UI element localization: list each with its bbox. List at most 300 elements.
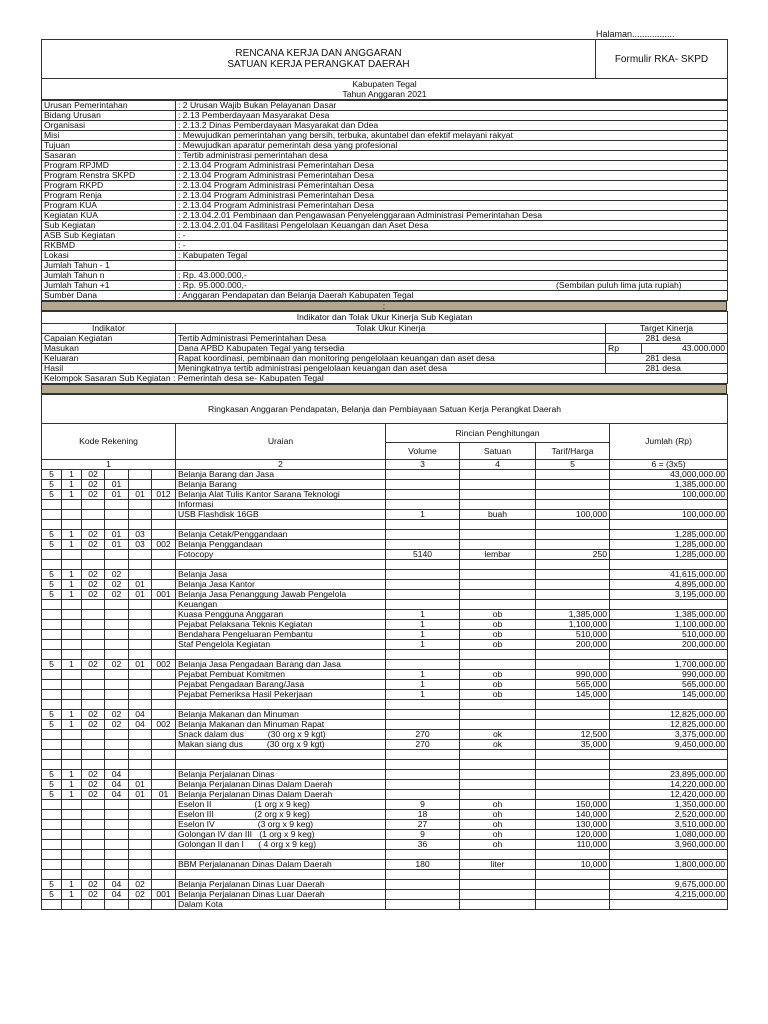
- kode-segment: [152, 870, 176, 880]
- uraian-cell: Pejabat Pemeriksa Hasil Pekerjaan: [176, 690, 386, 700]
- tarif-cell: [536, 870, 610, 880]
- budget-row: [42, 660, 728, 670]
- target-unit: [606, 334, 642, 344]
- jumlah-cell: [610, 870, 728, 880]
- kode-segment: 02: [82, 770, 105, 780]
- kode-segment: [105, 900, 129, 910]
- volume-cell: [386, 560, 460, 570]
- kode-segment: 1: [62, 490, 82, 500]
- tarif-cell: [536, 500, 610, 510]
- kode-segment: [62, 600, 82, 610]
- kode-segment: [152, 850, 176, 860]
- info-value: [176, 171, 728, 181]
- info-label: Organisasi: [42, 121, 176, 131]
- info-row: [42, 171, 728, 181]
- info-row: [42, 241, 728, 251]
- jumlah-cell: 2,520,000.00: [610, 810, 728, 820]
- kode-segment: 04: [105, 780, 129, 790]
- tarif-cell: 35,000: [536, 740, 610, 750]
- info-value: [176, 181, 728, 191]
- info-row: [42, 201, 728, 211]
- kode-segment: 5: [42, 540, 62, 550]
- col-tarif: Tarif/Harga: [536, 443, 610, 460]
- info-label: Program Renja: [42, 191, 176, 201]
- tarif-cell: 10,000: [536, 860, 610, 870]
- kode-segment: [82, 670, 105, 680]
- kode-segment: 02: [105, 660, 129, 670]
- kode-segment: [62, 690, 82, 700]
- kode-segment: [62, 620, 82, 630]
- kode-segment: [62, 900, 82, 910]
- info-row: [42, 291, 728, 301]
- kode-segment: [62, 500, 82, 510]
- jumlah-cell: 145,000.00: [610, 690, 728, 700]
- kode-segment: [82, 630, 105, 640]
- info-label: Bidang Urusan: [42, 111, 176, 121]
- tolak-ukur: Dana APBD Kabupaten Tegal yang tersedia: [176, 344, 606, 354]
- budget-row: [42, 680, 728, 690]
- kode-segment: 02: [105, 590, 129, 600]
- jumlah-cell: 1,385,000.00: [610, 480, 728, 490]
- info-row: [42, 231, 728, 241]
- gray-separator-2: [41, 384, 727, 394]
- volume-cell: 270: [386, 730, 460, 740]
- kode-segment: 5: [42, 570, 62, 580]
- kode-segment: [129, 640, 152, 650]
- info-row: [42, 131, 728, 141]
- satuan-cell: [460, 660, 536, 670]
- gray-separator-1: [41, 301, 727, 311]
- uraian-cell: Belanja Makanan dan Minuman Rapat: [176, 720, 386, 730]
- jumlah-cell: 1,385,000.00: [610, 610, 728, 620]
- jumlah-cell: 4,215,000.00: [610, 890, 728, 900]
- tarif-cell: [536, 570, 610, 580]
- uraian-cell: Belanja Jasa Penanggung Jawab Pengelola: [176, 590, 386, 600]
- col-volume: Volume: [386, 443, 460, 460]
- kode-segment: [152, 630, 176, 640]
- kode-segment: [105, 870, 129, 880]
- budget-row: [42, 710, 728, 720]
- kode-segment: 01: [129, 660, 152, 670]
- info-label: Tujuan: [42, 141, 176, 151]
- jumlah-cell: [610, 850, 728, 860]
- info-row: [42, 261, 728, 271]
- kode-segment: [105, 690, 129, 700]
- kode-segment: [62, 850, 82, 860]
- budget-row: [42, 500, 728, 510]
- kode-segment: 01: [129, 490, 152, 500]
- kode-segment: [82, 610, 105, 620]
- budget-row: [42, 510, 728, 520]
- uraian-cell: Belanja Jasa Pengadaan Barang dan Jasa: [176, 660, 386, 670]
- kode-segment: [82, 850, 105, 860]
- kode-segment: [152, 650, 176, 660]
- kode-segment: 1: [62, 590, 82, 600]
- uraian-cell: Fotocopy: [176, 550, 386, 560]
- tarif-cell: [536, 480, 610, 490]
- page-number-label: Halaman.................: [596, 29, 675, 39]
- satuan-cell: [460, 600, 536, 610]
- budget-row: [42, 640, 728, 650]
- kode-segment: [42, 740, 62, 750]
- tarif-cell: [536, 890, 610, 900]
- uraian-cell: [176, 850, 386, 860]
- budget-row: [42, 790, 728, 800]
- tarif-cell: 565,000: [536, 680, 610, 690]
- volume-cell: [386, 470, 460, 480]
- satuan-cell: [460, 880, 536, 890]
- indikator-name: Keluaran: [42, 354, 176, 364]
- col-indikator: Indikator: [42, 324, 176, 334]
- kode-segment: [62, 520, 82, 530]
- kode-segment: 1: [62, 580, 82, 590]
- info-row: [42, 251, 728, 261]
- uraian-cell: [176, 650, 386, 660]
- kode-segment: [129, 510, 152, 520]
- info-value-text: : Anggaran Pendapatan dan Belanja Daerah Kabupaten Tegal: [178, 290, 414, 300]
- title-line-2: SATUAN KERJA PERANGKAT DAERAH: [227, 59, 410, 70]
- uraian-cell: Belanja Perjalanan Dinas Luar Daerah: [176, 890, 386, 900]
- indikator-name: Masukan: [42, 344, 176, 354]
- kode-segment: [42, 860, 62, 870]
- info-row: [42, 141, 728, 151]
- satuan-cell: liter: [460, 860, 536, 870]
- kode-segment: [105, 800, 129, 810]
- kode-segment: [82, 870, 105, 880]
- kode-segment: [129, 680, 152, 690]
- budget-row: [42, 900, 728, 910]
- volume-cell: [386, 870, 460, 880]
- budget-row: [42, 840, 728, 850]
- kode-segment: 03: [129, 540, 152, 550]
- volume-cell: [386, 760, 460, 770]
- uraian-cell: Belanja Barang dan Jasa: [176, 470, 386, 480]
- satuan-cell: oh: [460, 830, 536, 840]
- info-value: [176, 201, 728, 211]
- info-value-text: : -: [178, 240, 186, 250]
- tarif-cell: [536, 900, 610, 910]
- info-row: [42, 151, 728, 161]
- kode-segment: [152, 840, 176, 850]
- budget-row: [42, 800, 728, 810]
- tarif-cell: [536, 650, 610, 660]
- uraian-cell: Belanja Alat Tulis Kantor Sarana Teknologi: [176, 490, 386, 500]
- uraian-cell: Golongan IV dan III (1 org x 9 keg): [176, 830, 386, 840]
- uraian-cell: Eselon II (1 org x 9 keg): [176, 800, 386, 810]
- budget-row: [42, 830, 728, 840]
- ringkasan-title: Ringkasan Anggaran Pendapatan, Belanja dan Pembiayaan Satuan Kerja Perangkat Daerah: [42, 395, 728, 424]
- kode-segment: [42, 840, 62, 850]
- tarif-cell: [536, 880, 610, 890]
- tarif-cell: [536, 560, 610, 570]
- kode-segment: 5: [42, 470, 62, 480]
- satuan-cell: [460, 590, 536, 600]
- info-value-text: : Kabupaten Tegal: [178, 250, 248, 260]
- jumlah-cell: 3,195,000.00: [610, 590, 728, 600]
- volume-cell: 1: [386, 610, 460, 620]
- uraian-cell: Belanja Jasa: [176, 570, 386, 580]
- kode-segment: [152, 670, 176, 680]
- jumlah-cell: 1,285,000.00: [610, 550, 728, 560]
- uraian-cell: [176, 700, 386, 710]
- kode-segment: [42, 640, 62, 650]
- satuan-cell: [460, 900, 536, 910]
- kode-segment: [152, 710, 176, 720]
- kode-segment: [62, 640, 82, 650]
- satuan-cell: [460, 700, 536, 710]
- kode-segment: [152, 680, 176, 690]
- kode-segment: [152, 570, 176, 580]
- jumlah-cell: [610, 900, 728, 910]
- kode-segment: [105, 740, 129, 750]
- tarif-cell: [536, 780, 610, 790]
- jumlah-cell: [610, 700, 728, 710]
- indikator-title: Indikator dan Tolak Ukur Kinerja Sub Kegiatan: [42, 312, 728, 324]
- kode-segment: [105, 860, 129, 870]
- kode-segment: [129, 900, 152, 910]
- kode-segment: [129, 850, 152, 860]
- budget-row: [42, 690, 728, 700]
- volume-cell: 1: [386, 630, 460, 640]
- formulir-label: Formulir RKA- SKPD: [596, 40, 728, 79]
- kode-segment: 02: [105, 710, 129, 720]
- budget-row: [42, 530, 728, 540]
- target-value: 43.000.000: [642, 344, 728, 354]
- budget-row: [42, 880, 728, 890]
- kode-segment: [62, 760, 82, 770]
- satuan-cell: [460, 560, 536, 570]
- volume-cell: 18: [386, 810, 460, 820]
- jumlah-cell: [610, 500, 728, 510]
- satuan-cell: [460, 760, 536, 770]
- kode-segment: [129, 750, 152, 760]
- volume-cell: [386, 890, 460, 900]
- info-value: [176, 291, 728, 301]
- kode-segment: [152, 880, 176, 890]
- volume-cell: [386, 900, 460, 910]
- volume-cell: [386, 660, 460, 670]
- tarif-cell: [536, 540, 610, 550]
- kode-segment: [82, 700, 105, 710]
- satuan-cell: ob: [460, 620, 536, 630]
- kode-segment: [105, 850, 129, 860]
- rka-sheet: [41, 39, 727, 910]
- kode-segment: [82, 510, 105, 520]
- satuan-cell: oh: [460, 810, 536, 820]
- info-value-text: : Mewujudkan aparatur pemerintah desa yang profesional: [178, 140, 398, 150]
- jumlah-cell: 12,825,000.00: [610, 710, 728, 720]
- indikator-table: [41, 311, 728, 384]
- kode-segment: 5: [42, 530, 62, 540]
- kode-segment: [82, 680, 105, 690]
- info-value-text: : Rp. 43.000.000,-: [178, 270, 247, 280]
- volume-cell: [386, 520, 460, 530]
- kode-segment: [105, 830, 129, 840]
- tarif-cell: 510,000: [536, 630, 610, 640]
- kode-segment: [82, 550, 105, 560]
- kode-segment: 02: [82, 790, 105, 800]
- budget-row: [42, 760, 728, 770]
- volume-cell: [386, 570, 460, 580]
- jumlah-cell: 3,375,000.00: [610, 730, 728, 740]
- volume-cell: 1: [386, 620, 460, 630]
- tolak-ukur: Tertib Administrasi Pemerintahan Desa: [176, 334, 606, 344]
- jumlah-cell: [610, 650, 728, 660]
- satuan-cell: ob: [460, 610, 536, 620]
- uraian-cell: Belanja Jasa Kantor: [176, 580, 386, 590]
- kode-segment: 002: [152, 660, 176, 670]
- kode-segment: [152, 700, 176, 710]
- info-value-text: : 2.13.04 Program Administrasi Pemerintahan Desa: [178, 200, 374, 210]
- kode-segment: [42, 630, 62, 640]
- tarif-cell: 990,000: [536, 670, 610, 680]
- tarif-cell: 200,000: [536, 640, 610, 650]
- info-value: [176, 261, 728, 271]
- kode-segment: 01: [152, 790, 176, 800]
- uraian-cell: Makan siang dus (30 org x 9 kgt): [176, 740, 386, 750]
- info-value: [176, 141, 728, 151]
- budget-row: [42, 770, 728, 780]
- info-value-text: : 2.13.04.2.01.04 Fasilitasi Pengelolaan Keuangan dan Aset Desa: [178, 220, 429, 230]
- budget-row: [42, 870, 728, 880]
- kode-segment: 1: [62, 880, 82, 890]
- tarif-cell: [536, 760, 610, 770]
- info-row: [42, 101, 728, 111]
- kode-segment: 5: [42, 890, 62, 900]
- info-value: [176, 111, 728, 121]
- kode-segment: [129, 860, 152, 870]
- kode-segment: [129, 470, 152, 480]
- kode-segment: 1: [62, 710, 82, 720]
- info-value: [176, 251, 728, 261]
- jumlah-cell: [610, 760, 728, 770]
- info-label: Kegiatan KUA: [42, 211, 176, 221]
- uraian-cell: Snack dalam dus (30 org x 9 kgt): [176, 730, 386, 740]
- kode-segment: [42, 650, 62, 660]
- kode-segment: 1: [62, 790, 82, 800]
- kode-segment: [82, 500, 105, 510]
- kode-segment: [105, 630, 129, 640]
- info-value: [176, 151, 728, 161]
- satuan-cell: [460, 870, 536, 880]
- kode-segment: [82, 620, 105, 630]
- tarif-cell: [536, 490, 610, 500]
- uraian-cell: [176, 870, 386, 880]
- volume-cell: 9: [386, 800, 460, 810]
- kode-segment: 01: [129, 580, 152, 590]
- kode-segment: [129, 840, 152, 850]
- budget-row: [42, 780, 728, 790]
- kode-segment: 02: [129, 890, 152, 900]
- info-value: [176, 221, 728, 231]
- info-label: Sumber Dana: [42, 291, 176, 301]
- kode-segment: [152, 800, 176, 810]
- tarif-cell: [536, 750, 610, 760]
- kode-segment: [152, 780, 176, 790]
- jumlah-cell: 1,285,000.00: [610, 530, 728, 540]
- indikator-row: [42, 344, 728, 354]
- satuan-cell: [460, 650, 536, 660]
- kode-segment: [82, 800, 105, 810]
- volume-cell: 9: [386, 830, 460, 840]
- kode-segment: [105, 810, 129, 820]
- info-label: Program Renstra SKPD: [42, 171, 176, 181]
- kode-segment: [129, 810, 152, 820]
- volume-cell: [386, 880, 460, 890]
- kode-segment: [42, 730, 62, 740]
- tarif-cell: 1,100,000: [536, 620, 610, 630]
- kode-segment: [42, 680, 62, 690]
- kode-segment: 001: [152, 590, 176, 600]
- tolak-ukur: Rapat koordinasi, pembinaan dan monitoring pengelolaan keuangan dan aset desa: [176, 354, 606, 364]
- info-row: [42, 191, 728, 201]
- kode-segment: 04: [105, 770, 129, 780]
- uraian-cell: [176, 760, 386, 770]
- volume-cell: 1: [386, 640, 460, 650]
- kode-segment: 5: [42, 710, 62, 720]
- jumlah-cell: [610, 520, 728, 530]
- tarif-cell: [536, 850, 610, 860]
- num-col-4: 4: [460, 460, 536, 470]
- indikator-row: [42, 334, 728, 344]
- info-value: [176, 101, 728, 111]
- kode-segment: [105, 500, 129, 510]
- volume-cell: [386, 700, 460, 710]
- info-value-text: : Tertib administrasi pemerintahan desa: [178, 150, 328, 160]
- kode-segment: 5: [42, 590, 62, 600]
- uraian-cell: Bendahara Pengeluaran Pembantu: [176, 630, 386, 640]
- satuan-cell: [460, 890, 536, 900]
- budget-row: [42, 860, 728, 870]
- info-row: [42, 121, 728, 131]
- kode-segment: 02: [105, 580, 129, 590]
- kode-segment: [82, 760, 105, 770]
- kode-segment: [152, 750, 176, 760]
- kode-segment: [82, 900, 105, 910]
- kode-segment: 04: [105, 880, 129, 890]
- info-label: Lokasi: [42, 251, 176, 261]
- kode-segment: [105, 840, 129, 850]
- kode-segment: 1: [62, 890, 82, 900]
- kode-segment: [62, 740, 82, 750]
- budget-row: [42, 520, 728, 530]
- volume-cell: 1: [386, 670, 460, 680]
- uraian-cell: Belanja Perjalanan Dinas Dalam Daerah: [176, 790, 386, 800]
- jumlah-cell: 12,825,000.00: [610, 720, 728, 730]
- satuan-cell: ok: [460, 740, 536, 750]
- info-value: [176, 271, 728, 281]
- num-col-2: 2: [176, 460, 386, 470]
- jumlah-cell: 510,000.00: [610, 630, 728, 640]
- satuan-cell: [460, 790, 536, 800]
- jumlah-cell: 43,000,000.00: [610, 470, 728, 480]
- kode-segment: [152, 520, 176, 530]
- kode-segment: 02: [82, 470, 105, 480]
- kode-segment: 02: [105, 570, 129, 580]
- volume-cell: [386, 580, 460, 590]
- info-row: [42, 161, 728, 171]
- kode-segment: 02: [82, 530, 105, 540]
- kode-segment: 5: [42, 490, 62, 500]
- kode-segment: 02: [82, 780, 105, 790]
- info-value-text: : -: [178, 230, 186, 240]
- kode-segment: [105, 620, 129, 630]
- kode-segment: [62, 680, 82, 690]
- info-value-text: : Mewujudkan pemerintahan yang bersih, terbuka, akuntabel dan efektif melayani rakyat: [178, 130, 513, 140]
- tarif-cell: [536, 600, 610, 610]
- col-jumlah: Jumlah (Rp): [610, 424, 728, 460]
- col-tolak-ukur: Tolak Ukur Kinerja: [176, 324, 606, 334]
